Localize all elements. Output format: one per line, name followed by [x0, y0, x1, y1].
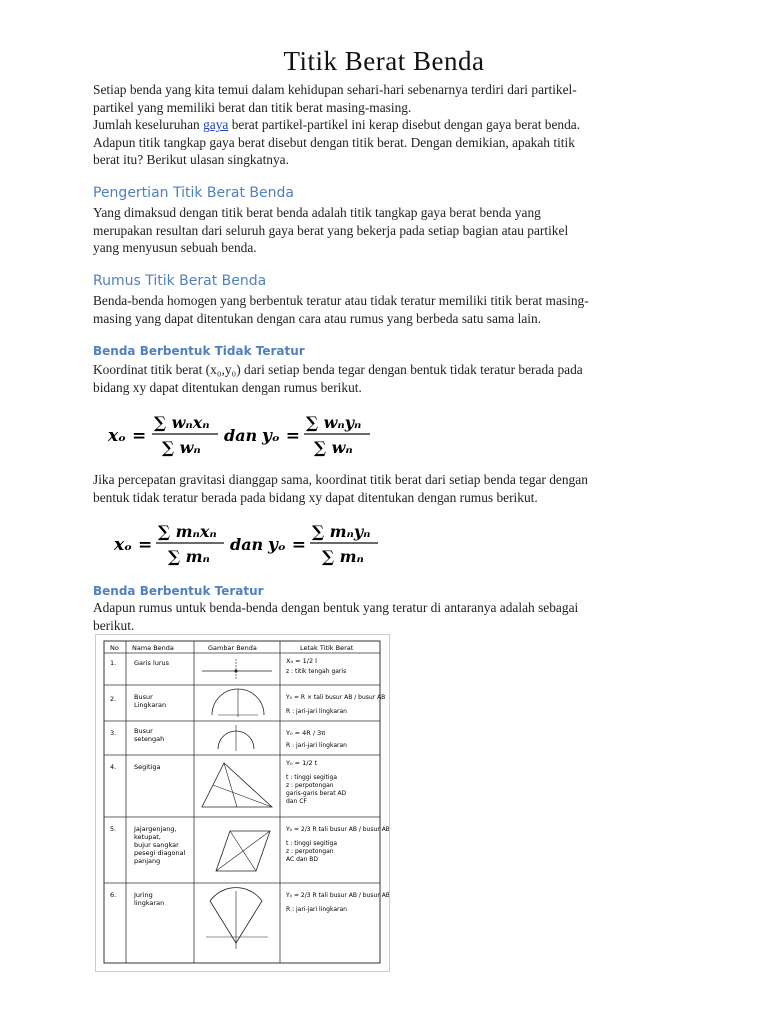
- row5-no: 5.: [110, 825, 117, 833]
- formula2-num-x: ∑ mₙxₙ: [158, 522, 217, 541]
- row3-name-1: Busur: [134, 727, 153, 735]
- formula-weight: [100, 408, 400, 460]
- row4-no: 4.: [110, 763, 117, 771]
- rumus-paragraph: [93, 292, 683, 327]
- formula-mass: [100, 517, 400, 569]
- intro-line-4: Adapun titik tangkap gaya berat disebut dengan titik berat. Dengan demikian, apakah titik: [93, 134, 575, 150]
- formula1-den-y: ∑ wₙ: [314, 438, 353, 457]
- formula2-lhs-x: xₒ =: [114, 535, 153, 555]
- pengertian-paragraph: [93, 204, 683, 257]
- row5-name-5: panjang: [134, 857, 161, 865]
- formula1-dan: dan: [224, 426, 258, 445]
- row4-note-3: garis-garis berat AD: [286, 790, 347, 797]
- formula1-lhs-x: xₒ =: [108, 426, 147, 446]
- intro-paragraph: [93, 81, 683, 169]
- row4-note-4: dan CF: [286, 798, 307, 805]
- teratur-line-1: Adapun rumus untuk benda-benda dengan bentuk yang teratur di antaranya adalah sebagai: [93, 600, 579, 615]
- gaya-link[interactable]: gaya: [203, 117, 229, 133]
- formula1-lhs-y: yₒ =: [262, 426, 300, 446]
- row1-formula: X₀ = 1/2 l: [286, 657, 317, 665]
- formula2-lhs-y: yₒ =: [268, 535, 306, 555]
- row6-formula: Y₀ = 2/3 R tali busur AB / busur AB: [286, 892, 389, 899]
- row6-note: R : jari-jari lingkaran: [286, 906, 347, 913]
- table-header-gambar: Gambar Benda: [208, 644, 257, 652]
- row2-name-2: Lingkaran: [134, 701, 167, 709]
- formula2-den-x: ∑ mₙ: [168, 547, 210, 566]
- page-title: Titik Berat Benda: [283, 46, 485, 76]
- formula2-den-y: ∑ mₙ: [322, 547, 364, 566]
- row5-note-1: t : tinggi segitiga: [286, 840, 337, 847]
- pengertian-line-1: Yang dimaksud dengan titik berat benda adalah titik tangkap gaya berat benda yang: [93, 205, 541, 220]
- rumus-line-1: Benda-benda homogen yang berbentuk teratur atau tidak teratur memiliki titik berat masing-: [93, 293, 589, 308]
- formula1-num-x: ∑ wₙxₙ: [154, 413, 210, 432]
- row1-name: Garis lurus: [134, 659, 170, 667]
- table-header-nama: Nama Benda: [132, 644, 174, 652]
- gravitasi-paragraph: [93, 471, 683, 506]
- titik-berat-table: [95, 634, 390, 972]
- rumus-line-2: masing yang dapat ditentukan dengan cara atau rumus yang berbeda satu sama lain.: [93, 310, 542, 326]
- intro-line-3-end: berat partikel-partikel ini kerap disebut dengan gaya berat benda.: [228, 117, 581, 133]
- pengertian-line-3: yang menyusun sebuah benda.: [93, 240, 257, 256]
- table-header-no: No: [110, 644, 119, 652]
- pengertian-line-2: merupakan resultan dari seluruh gaya berat yang bekerja pada setiap bagian atau partikel: [93, 222, 569, 238]
- row2-name-1: Busur: [134, 693, 153, 701]
- row3-note: R : jari-jari lingkaran: [286, 742, 347, 749]
- gravitasi-line-2: bentuk tidak teratur berada pada bidang xy dapat ditentukan dengan rumus berikut.: [93, 489, 538, 505]
- table-header-letak: Letak Titik Berat: [300, 644, 354, 652]
- row2-no: 2.: [110, 695, 117, 703]
- tidak-teratur-paragraph: [93, 361, 683, 396]
- row1-note: z : titik tengah garis: [286, 668, 347, 675]
- teratur-line-2: berikut.: [93, 617, 135, 633]
- titik-berat-table-figure: [96, 635, 389, 971]
- row2-note: R : jari-jari lingkaran: [286, 708, 347, 715]
- row6-name-2: lingkaran: [134, 899, 165, 907]
- heading-rumus: Rumus Titik Berat Benda: [93, 273, 267, 289]
- formula2-num-y: ∑ mₙyₙ: [312, 522, 371, 541]
- row4-name: Segitiga: [134, 763, 161, 771]
- row5-formula: Y₀ = 2/3 R tali busur AB / busur AB: [286, 826, 389, 833]
- intro-line-2: partikel yang memiliki berat dan titik berat masing-masing.: [93, 99, 412, 115]
- row4-note-1: t : tinggi segitiga: [286, 774, 337, 781]
- formula2-dan: dan: [230, 535, 264, 554]
- row2-formula: Y₀ = R × tali busur AB / busur AB: [286, 694, 386, 701]
- row6-name-1: Juring: [134, 891, 153, 899]
- heading-tidak-teratur: Benda Berbentuk Tidak Teratur: [93, 344, 305, 358]
- tidak-teratur-line-1: Koordinat titik berat (x₀,y₀) dari setiap benda tegar dengan bentuk tidak teratur berada pada: [93, 362, 583, 377]
- row5-name-1: Jajargenjang,: [134, 825, 177, 833]
- row3-no: 3.: [110, 729, 117, 737]
- intro-line-3-start: Jumlah keseluruhan: [93, 117, 204, 133]
- heading-pengertian: Pengertian Titik Berat Benda: [93, 185, 294, 201]
- formula1-num-y: ∑ wₙyₙ: [306, 413, 362, 432]
- row5-note-2: z : perpotongan: [286, 848, 334, 855]
- row4-note-2: z : perpotongan: [286, 782, 334, 789]
- row5-name-2: ketupat,: [134, 833, 161, 841]
- row1-no: 1.: [110, 659, 117, 667]
- row4-formula: Y₀ = 1/2 t: [286, 759, 318, 767]
- gravitasi-line-1: Jika percepatan gravitasi dianggap sama, koordinat titik berat dari setiap benda tegar dengan: [93, 472, 588, 487]
- heading-teratur: Benda Berbentuk Teratur: [93, 584, 264, 598]
- row3-formula: Y₀ = 4R / 3π: [286, 729, 326, 737]
- row5-note-3: AC dan BD: [286, 856, 319, 863]
- formula1-den-x: ∑ wₙ: [162, 438, 201, 457]
- tidak-teratur-line-2: bidang xy dapat ditentukan dengan rumus berikut.: [93, 379, 362, 395]
- row5-name-3: bujur sangkar: [134, 841, 179, 849]
- intro-line-3: [93, 116, 683, 134]
- intro-line-1: Setiap benda yang kita temui dalam kehidupan sehari-hari sebenarnya terdiri dari partikel-: [93, 82, 577, 97]
- intro-line-5: berat itu? Berikut ulasan singkatnya.: [93, 152, 289, 168]
- teratur-paragraph: [93, 599, 683, 634]
- row6-no: 6.: [110, 891, 117, 899]
- row5-name-4: pesegi diagonal: [134, 849, 186, 857]
- row3-name-2: setengah: [134, 735, 165, 743]
